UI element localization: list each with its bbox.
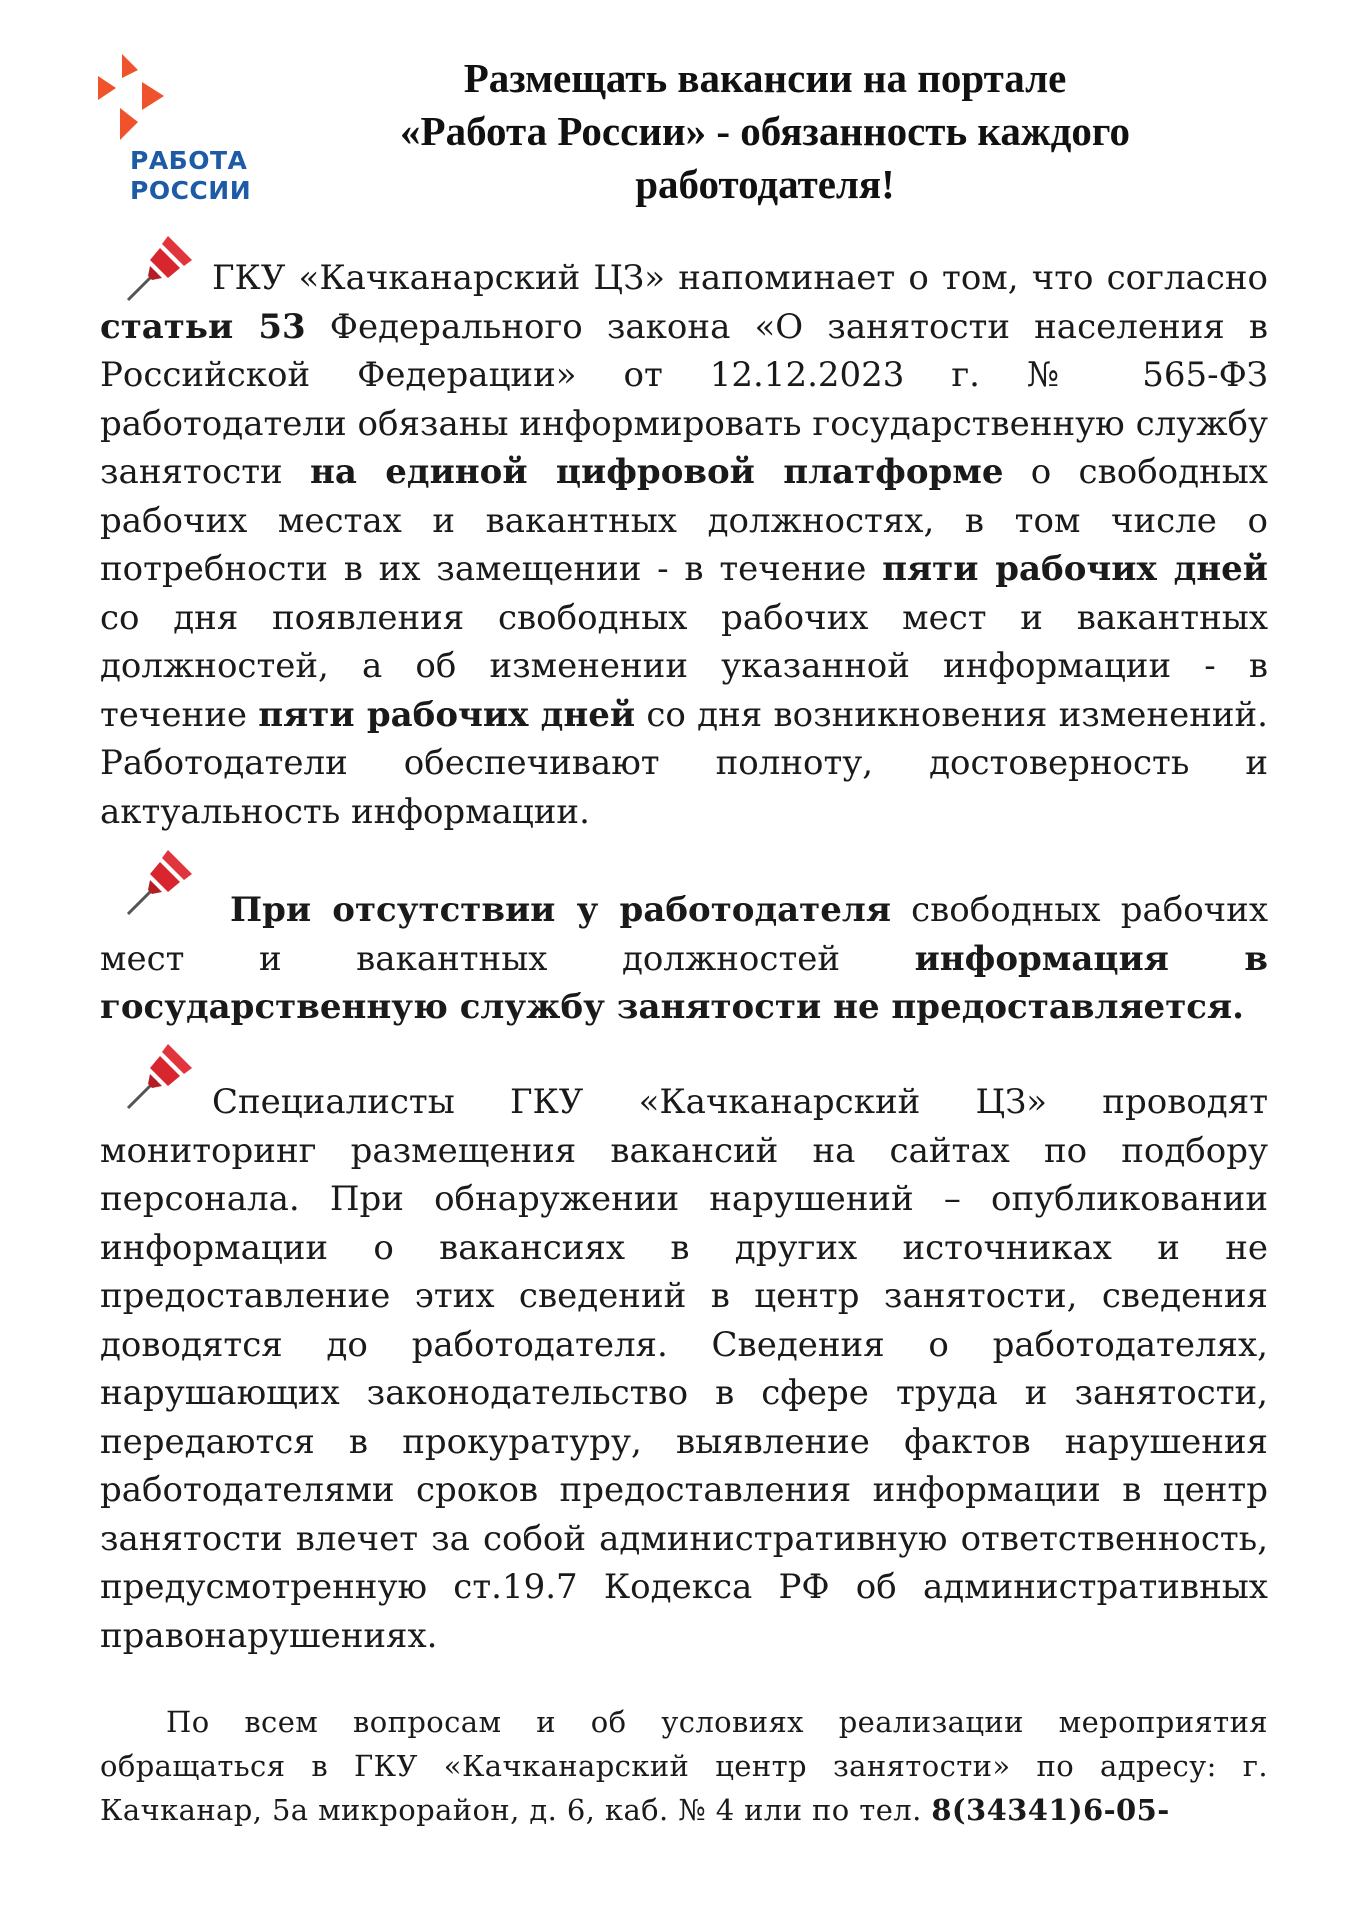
p1-bold-platform: на единой цифровой платформе [310, 452, 1004, 492]
rabota-rossii-logo [92, 48, 272, 218]
p1-text-2: Федерального закона «О занятости населения в Российской Федерации» от 12.12.2023 г. № 565-ФЗ работодатели обязаны информировать государственную службу занятости [100, 306, 1268, 492]
title-line-3: работодателя! [635, 161, 895, 207]
p2-bold-2: информация в государственную службу занятости не предоставляется. [100, 938, 1269, 1027]
p2-text-1: свободных рабочих мест и вакантных должностей [100, 890, 1268, 979]
paragraph-no-vacancies [100, 886, 1268, 1032]
logo-arrows-icon [92, 48, 202, 148]
page-title [300, 52, 1230, 211]
title-line-2: «Работа России» - обязанность каждого [400, 108, 1130, 154]
logo-line-2: РОССИИ [130, 176, 252, 205]
p1-bold-article: статьи 53 [100, 306, 306, 347]
logo-line-1: РАБОТА [130, 146, 248, 175]
p1-bold-days-2: пяти рабочих дней [258, 694, 636, 735]
p1-text-4: со дня появления свободных рабочих мест и вакантных должностей, а об изменении указанной информации - в течение [100, 597, 1268, 735]
p3-text: Специалисты ГКУ «Качканарский ЦЗ» проводят мониторинг размещения вакансий на сайтах по подбору персонала. При обнаружении нарушений – опубликовании информации о вакансиях в других источниках и не предоставление этих сведений в центр занятости, сведения доводятся до работодателя. Сведения о работодателях, нарушающих законодательство в сфере труда и занятости, передаются в прокуратуру, выявление фактов нарушения работодателями сроков предоставления информации в центр занятости влечет за собой административную ответственность, предусмотренную ст.19.7 Кодекса РФ об административных правонарушениях. [100, 1082, 1268, 1656]
footer-text: По всем вопросам и об условиях реализации мероприятия обращаться в ГКУ «Качканарский центр занятости» по адресу: г. Качканар, 5а микрорайон, д. 6, каб. № 4 или по тел. [100, 1705, 1268, 1827]
contact-footer [100, 1700, 1268, 1832]
p2-bold-1: При отсутствии у работодателя [230, 890, 891, 930]
logo-text [130, 146, 251, 206]
title-line-1: Размещать вакансии на портале [463, 55, 1067, 101]
paragraph-obligation [100, 254, 1268, 836]
footer-phone: 8(34341)6-05- [931, 1793, 1170, 1827]
paragraph-monitoring [100, 1078, 1268, 1660]
p1-text-3: о свободных рабочих местах и вакантных должностях, в том числе о потребности в их замещении - в течение [100, 452, 1268, 589]
p1-text-1: ГКУ «Качканарский ЦЗ» напоминает о том, что согласно [212, 258, 1268, 298]
p1-bold-days-1: пяти рабочих дней [882, 549, 1268, 589]
p1-text-5: со дня возникновения изменений. Работодатели обеспечивают полноту, достоверность и актуальность информации. [100, 694, 1268, 832]
